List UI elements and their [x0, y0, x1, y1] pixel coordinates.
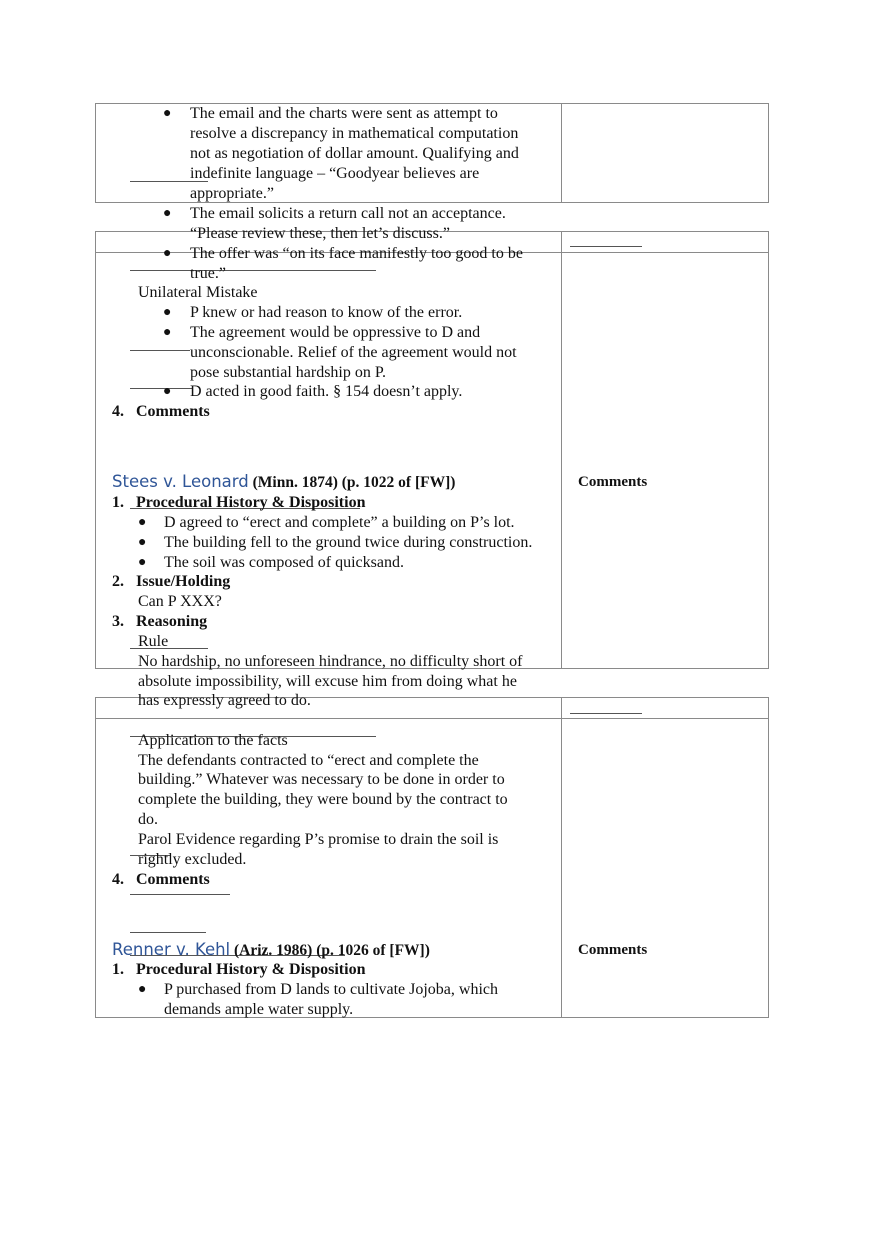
application-text-line: do. — [138, 811, 158, 828]
underline-mark — [130, 388, 192, 389]
table-header-rule — [95, 718, 769, 719]
bullet-text-line: P knew or had reason to know of the error. — [190, 304, 463, 321]
bullet-icon: ● — [138, 515, 147, 530]
bullet-text-line: The soil was composed of quicksand. — [164, 554, 404, 571]
bullet-icon: ● — [163, 246, 172, 261]
bullet-icon: ● — [163, 325, 172, 340]
rule-text-line: absolute impossibility, will excuse him from doing what he — [138, 673, 517, 690]
column-divider — [561, 231, 562, 669]
case-citation: (Ariz. 1986) (p. 1026 of [FW]) — [230, 942, 430, 959]
application-text-line: rightly excluded. — [138, 851, 247, 868]
underline-mark — [130, 894, 230, 895]
application-text-line: building.” Whatever was necessary to be done in order to — [138, 771, 505, 788]
bullet-icon: ● — [163, 206, 172, 221]
application-text-line: complete the building, they were bound by the contract to — [138, 791, 508, 808]
bullet-text-line: The building fell to the ground twice during construction. — [164, 534, 533, 551]
bullet-text-line: D acted in good faith. § 154 doesn’t apply. — [190, 383, 463, 400]
bullet-text-line: The email solicits a return call not an acceptance. — [190, 205, 506, 222]
underline-mark — [570, 246, 642, 247]
comments-heading: 4. Comments — [112, 403, 210, 420]
bullet-text-line: unconscionable. Relief of the agreement would not — [190, 344, 517, 361]
case-citation: (Minn. 1874) (p. 1022 of [FW]) — [248, 474, 456, 491]
bullet-icon: ● — [163, 384, 172, 399]
case-name: Stees v. Leonard — [112, 472, 249, 491]
section-heading: 1. Procedural History & Disposition — [112, 961, 366, 978]
column-divider — [561, 103, 562, 203]
application-text-line: The defendants contracted to “erect and complete the — [138, 752, 479, 769]
bullet-text-line: appropriate.” — [190, 185, 274, 202]
bullet-text-line: pose substantial hardship on P. — [190, 364, 386, 381]
section-heading: 2. Issue/Holding — [112, 573, 231, 590]
section-heading: 3. Reasoning — [112, 613, 208, 630]
bullet-text-line: D agreed to “erect and complete” a building on P’s lot. — [164, 514, 515, 531]
comments-heading: 4. Comments — [112, 871, 210, 888]
bullet-text-line: P purchased from D lands to cultivate Jojoba, which — [164, 981, 498, 998]
bullet-text-line: “Please review these, then let’s discuss.” — [190, 225, 450, 242]
bullet-icon: ● — [138, 535, 147, 550]
issue-text: Can P XXX? — [138, 593, 222, 610]
underline-mark — [130, 270, 376, 271]
rule-text-line: has expressly agreed to do. — [138, 692, 311, 709]
application-label: Application to the facts — [138, 732, 288, 749]
bullet-icon: ● — [163, 305, 172, 320]
rule-text-line: No hardship, no unforeseen hindrance, no difficulty short of — [138, 653, 523, 670]
bullet-text-line: not as negotiation of dollar amount. Qualifying and — [190, 145, 519, 162]
section-heading: 1. Procedural History & Disposition — [112, 494, 366, 511]
bullet-text-line: The email and the charts were sent as attempt to — [190, 105, 498, 122]
bullet-text-line: resolve a discrepancy in mathematical computation — [190, 125, 519, 142]
case-title — [112, 472, 455, 493]
rule-label: Rule — [138, 633, 169, 650]
side-comments-label: Comments — [578, 942, 648, 958]
bullet-text-line: The offer was “on its face manifestly too good to be — [190, 245, 523, 262]
section-subheading: Unilateral Mistake — [138, 284, 258, 301]
side-comments-label: Comments — [578, 474, 648, 490]
bullet-icon: ● — [138, 982, 147, 997]
column-divider — [561, 697, 562, 1018]
underline-mark — [130, 350, 190, 351]
underline-mark — [130, 932, 206, 933]
case-title — [112, 940, 430, 961]
underline-mark — [570, 713, 642, 714]
bullet-text-line: indefinite language – “Goodyear believes are — [190, 165, 480, 182]
bullet-text-line: true.” — [190, 265, 226, 282]
case-name: Renner v. Kehl — [112, 940, 231, 959]
application-text-line: Parol Evidence regarding P’s promise to drain the soil is — [138, 831, 499, 848]
bullet-icon: ● — [163, 106, 172, 121]
bullet-text-line: demands ample water supply. — [164, 1001, 354, 1018]
bullet-icon: ● — [138, 555, 147, 570]
bullet-text-line: The agreement would be oppressive to D and — [190, 324, 481, 341]
